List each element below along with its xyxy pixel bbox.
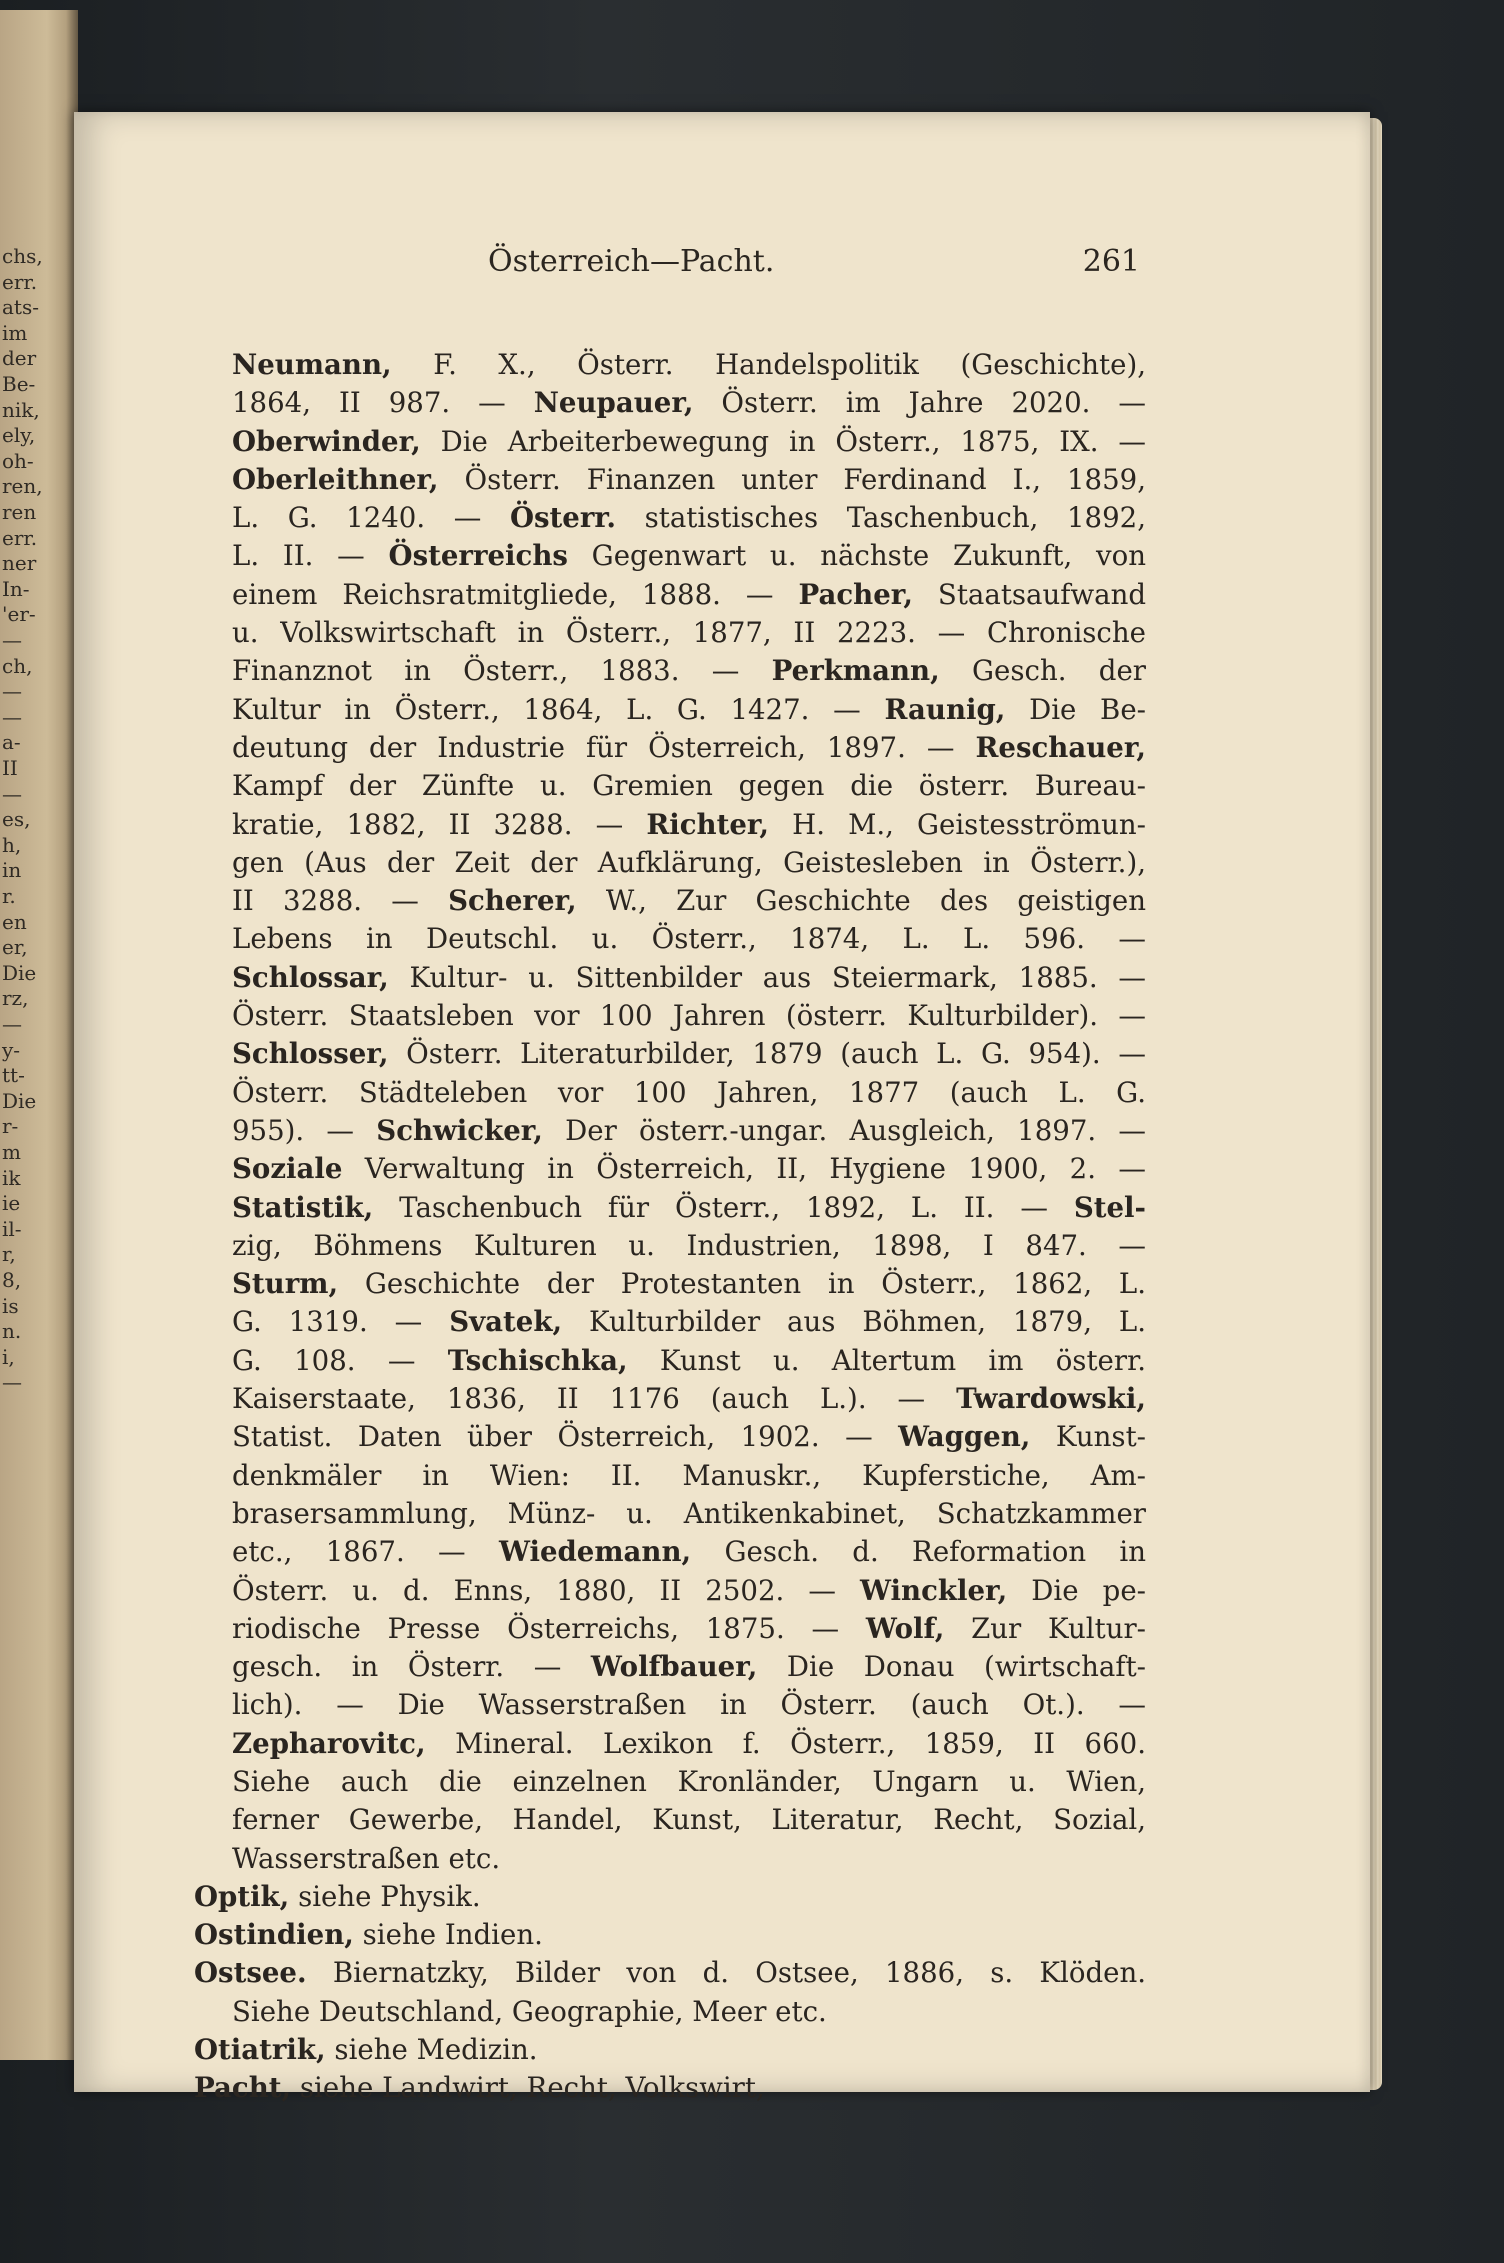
text-line [222,1303,1146,1341]
line-text: deutung der Industrie für Österreich, 1897. — [232,730,976,764]
line-text: Gesch. der [939,654,1146,688]
line-text: G. 108. — [232,1343,448,1377]
line-text: H. M., Geistesströmun- [769,807,1147,841]
line-text: W., Zur Geschichte des geistigen [576,884,1146,918]
text-line [222,1150,1146,1188]
line-text: siehe Physik. [289,1879,481,1913]
line-text: Kampf der Zünfte u. Gremien gegen die österr. Bureau- [232,769,1146,803]
text-line [222,1572,1146,1610]
text-line [222,1418,1146,1456]
text-line [222,767,1146,805]
bold-name: Wolf, [865,1611,945,1645]
text-line [222,806,1146,844]
bold-name: Österr. [509,501,616,535]
text-line [194,2031,1146,2069]
line-text: u. Volkswirtschaft in Österr., 1877, II 2223. — Chronische [232,616,1146,650]
bold-name: Wiedemann, [498,1535,692,1569]
text-line [194,2069,1146,2107]
bold-name: Scherer, [448,884,577,918]
line-text: L. II. — [232,539,389,573]
left-page-fragment: 'er- [2,602,36,627]
line-text: Zur Kultur- [944,1611,1146,1645]
line-text: Mineral. Lexikon f. Österr., 1859, II 660. [425,1726,1146,1760]
line-text: statistisches Taschenbuch, 1892, [615,501,1146,535]
left-page-fragment: h, [2,832,22,857]
bold-name: Österreichs [388,539,568,573]
bold-name: Soziale [232,1152,343,1186]
text-line [222,844,1146,882]
left-page-fragment: — [2,679,22,704]
bold-name: Ostsee. [194,1956,307,1990]
left-page-fragment: r. [2,884,16,908]
text-line [194,1954,1146,1992]
line-text: Kultur- u. Sittenbilder aus Steiermark, 1885. — [388,960,1146,994]
line-text: gesch. in Österr. — [232,1650,591,1684]
line-text: Österr. im Jahre 2020. — [693,386,1146,420]
bold-name: Richter, [646,807,770,841]
bold-name: Winckler, [860,1573,1008,1607]
left-page-fragment: is [2,1293,19,1318]
bold-name: Tschischka, [447,1343,628,1377]
line-text: Die Arbeiterbewegung in Österr., 1875, IX. — [420,424,1146,458]
bold-name: Twardowski, [956,1382,1146,1416]
left-page-fragment: r, [2,1242,16,1267]
text-line [222,1648,1146,1686]
bold-name: Otiatrik, [194,2033,326,2067]
line-text: ferner Gewerbe, Handel, Kunst, Literatur, Recht, Sozial, [232,1803,1146,1837]
text-line [194,1916,1146,1954]
left-page-fragment: — [2,781,22,806]
page-number: 261 [1082,244,1140,279]
left-page-fragment: er, [2,935,28,960]
text-line [222,1801,1146,1839]
line-text: siehe Indien. [353,1918,543,1952]
text-line [222,1610,1146,1648]
left-page-fragment: m [2,1140,21,1164]
line-text: Kultur in Österr., 1864, L. G. 1427. — [232,692,885,726]
text-line [222,691,1146,729]
left-page-fragment: r- [2,1114,19,1139]
bold-name: Oberleithner, [232,462,439,496]
line-text: siehe Landwirt, Recht, Volkswirt, [291,2071,765,2105]
text-line [222,1993,1146,2031]
left-page-fragment: a- [2,730,21,755]
bold-name: Pacher, [798,577,913,611]
text-line [222,1227,1146,1265]
line-text: F. X., Österr. Handelspolitik (Geschichte), [391,348,1146,381]
bold-name: Reschauer, [975,730,1146,764]
left-page-fragment: der [2,346,37,371]
text-line [222,537,1146,575]
bold-name: Ostindien, [194,1918,354,1952]
text-line [222,614,1146,652]
bold-name: Optik, [194,1879,290,1913]
line-text: Statist. Daten über Österreich, 1902. — [232,1420,899,1454]
left-page-fragment: i, [2,1344,15,1369]
left-page-fragment: II [2,756,18,780]
text-line [222,1533,1146,1571]
line-text: etc., 1867. — [232,1535,499,1569]
line-text: denkmäler in Wien: II. Manuskr., Kupferstiche, Am- [232,1458,1146,1492]
text-line [222,461,1146,499]
left-page-fragment: ats- [2,295,39,320]
line-text: Kulturbilder aus Böhmen, 1879, L. [562,1305,1146,1339]
text-line [194,1878,1146,1916]
page-body-text [194,346,1147,2108]
line-text: Biernatzky, Bilder von d. Ostsee, 1886, s. Klöden. [306,1956,1146,1990]
bold-name: Waggen, [898,1420,1031,1454]
text-line [222,997,1146,1035]
left-page-fragment: — [2,704,22,729]
text-line [222,1686,1146,1724]
text-line [222,1112,1146,1150]
left-page-fragment: en [2,909,27,934]
left-page-fragment: Be- [2,372,36,396]
line-text: Der österr.-ungar. Ausgleich, 1897. — [542,1113,1146,1147]
bold-name: Sturm, [232,1267,339,1301]
line-text: Österr. Städteleben vor 100 Jahren, 1877 (auch L. G. [232,1075,1146,1109]
text-line [222,882,1146,920]
left-page-fragment: ner [2,551,37,576]
bold-name: Neumann, [232,348,392,381]
text-line [222,729,1146,767]
text-line [222,346,1146,384]
line-text: Österr. Literaturbilder, 1879 (auch L. G. 954). — [388,1037,1146,1071]
line-text: Österr. Finanzen unter Ferdinand I., 1859, [438,462,1146,496]
text-line [222,423,1146,461]
text-line [222,384,1146,422]
left-page-fragment: chs, [2,244,43,268]
text-line [222,1725,1146,1763]
line-text: Lebens in Deutschl. u. Österr., 1874, L. L. 596. — [232,922,1146,956]
line-text: Verwaltung in Österreich, II, Hygiene 1900, 2. — [342,1152,1146,1186]
left-page-fragment: — [2,1370,22,1395]
left-page-fragment: In- [2,576,30,601]
left-page-fragment: — [2,628,22,652]
bold-name: Schlossar, [232,960,389,994]
left-page-fragment: ren [2,500,37,524]
line-text: Gesch. d. Reformation in [691,1535,1147,1569]
text-line [222,1840,1146,1878]
left-page-fragment: im [2,320,28,345]
left-page-edge [0,10,78,2060]
left-page-fragment: ely, [2,423,36,448]
line-text: einem Reichsratmitgliede, 1888. — [232,577,799,611]
left-page-fragment: y- [2,1037,21,1062]
line-text: II 3288. — [232,884,449,918]
bold-name: Neupauer, [533,386,694,420]
bold-name: Schwicker, [376,1113,543,1147]
left-page-fragment: rz, [2,986,29,1011]
left-page-fragment: n. [2,1319,22,1344]
bold-name: Zepharovitc, [232,1726,426,1760]
text-line [222,1763,1146,1801]
bold-name: Raunig, [884,692,1006,726]
left-page-fragment: in [2,858,22,883]
line-text: gen (Aus der Zeit der Aufklärung, Geistesleben in Österr.), [232,845,1146,879]
line-text: Staatsaufwand [912,577,1147,611]
text-line [222,1265,1146,1303]
line-text: Wasserstraßen etc. [232,1841,501,1875]
line-text: riodische Presse Österreichs, 1875. — [232,1611,866,1645]
left-page-fragment: err. [2,525,38,550]
text-line [222,499,1146,537]
line-text: 1864, II 987. — [232,386,534,420]
left-page-fragment: — [2,1012,22,1036]
left-page-fragment: tt- [2,1063,25,1088]
line-text: Die pe- [1007,1573,1146,1607]
text-line [222,1074,1146,1112]
line-text: Die Be- [1005,692,1146,726]
text-line [222,1495,1146,1533]
left-page-fragment: oh- [2,448,34,473]
line-text: L. G. 1240. — [232,501,510,535]
text-line [222,1342,1146,1380]
bold-name: Statistik, [232,1190,374,1224]
line-text: Siehe auch die einzelnen Kronländer, Ungarn u. Wien, [232,1764,1146,1798]
page-header [228,244,1140,288]
line-text: Gegenwart u. nächste Zukunft, von [567,539,1147,573]
text-line [222,1189,1146,1227]
left-page-fragment: Die [2,1088,37,1113]
text-line [222,1457,1146,1495]
bold-name: Perkmann, [771,654,940,688]
text-line [222,1380,1146,1418]
line-text: Österr. Staatsleben vor 100 Jahren (österr. Kulturbilder). — [232,999,1146,1033]
left-page-fragment: err. [2,269,38,294]
text-line [222,920,1146,958]
left-page-fragment: nik, [2,397,40,422]
text-line [222,959,1146,997]
line-text: Die Donau (wirtschaft- [757,1650,1147,1684]
line-text: G. 1319. — [232,1305,450,1339]
left-page-fragment: ik [2,1165,21,1190]
bold-name: Oberwinder, [232,424,421,458]
text-line [222,1035,1146,1073]
line-text: Geschichte der Protestanten in Österr., 1862, L. [338,1267,1146,1301]
left-page-fragment: ch, [2,653,33,678]
line-text: brasersammlung, Münz- u. Antikenkabinet, Schatzkammer [232,1496,1146,1530]
bold-name: Schlosser, [232,1037,389,1071]
left-page-fragment: ie [2,1191,21,1216]
line-text: lich). — Die Wasserstraßen in Österr. (auch Ot.). — [232,1688,1146,1722]
bold-name: Wolfbauer, [590,1650,758,1684]
text-line [222,652,1146,690]
line-text: Österr. u. d. Enns, 1880, II 2502. — [232,1573,861,1607]
left-page-fragment: Die [2,960,37,985]
line-text: Siehe Deutschland, Geographie, Meer etc. [232,1994,827,2028]
left-page-fragment: il- [2,1216,22,1241]
line-text: Kaiserstaate, 1836, II 1176 (auch L.). — [232,1382,957,1416]
line-text: kratie, 1882, II 3288. — [232,807,647,841]
running-title: Österreich—Pacht. [488,244,775,279]
left-page-fragment: ren, [2,474,43,499]
bold-name: Pacht, [194,2071,292,2105]
left-page-fragment: es, [2,807,31,832]
line-text: Kunst u. Altertum im österr. [627,1343,1147,1377]
text-line [222,576,1146,614]
bold-name: Svatek, [449,1305,563,1339]
line-text: zig, Böhmens Kulturen u. Industrien, 1898, I 847. — [232,1228,1146,1262]
line-text: Taschenbuch für Österr., 1892, L. II. — [373,1190,1074,1224]
bold-name: Stel- [1073,1190,1146,1224]
line-text: Finanznot in Österr., 1883. — [232,654,772,688]
left-page-fragment: 8, [2,1268,22,1292]
line-text: siehe Medizin. [325,2033,538,2067]
line-text: 955). — [232,1113,377,1147]
line-text: Kunst- [1030,1420,1146,1454]
